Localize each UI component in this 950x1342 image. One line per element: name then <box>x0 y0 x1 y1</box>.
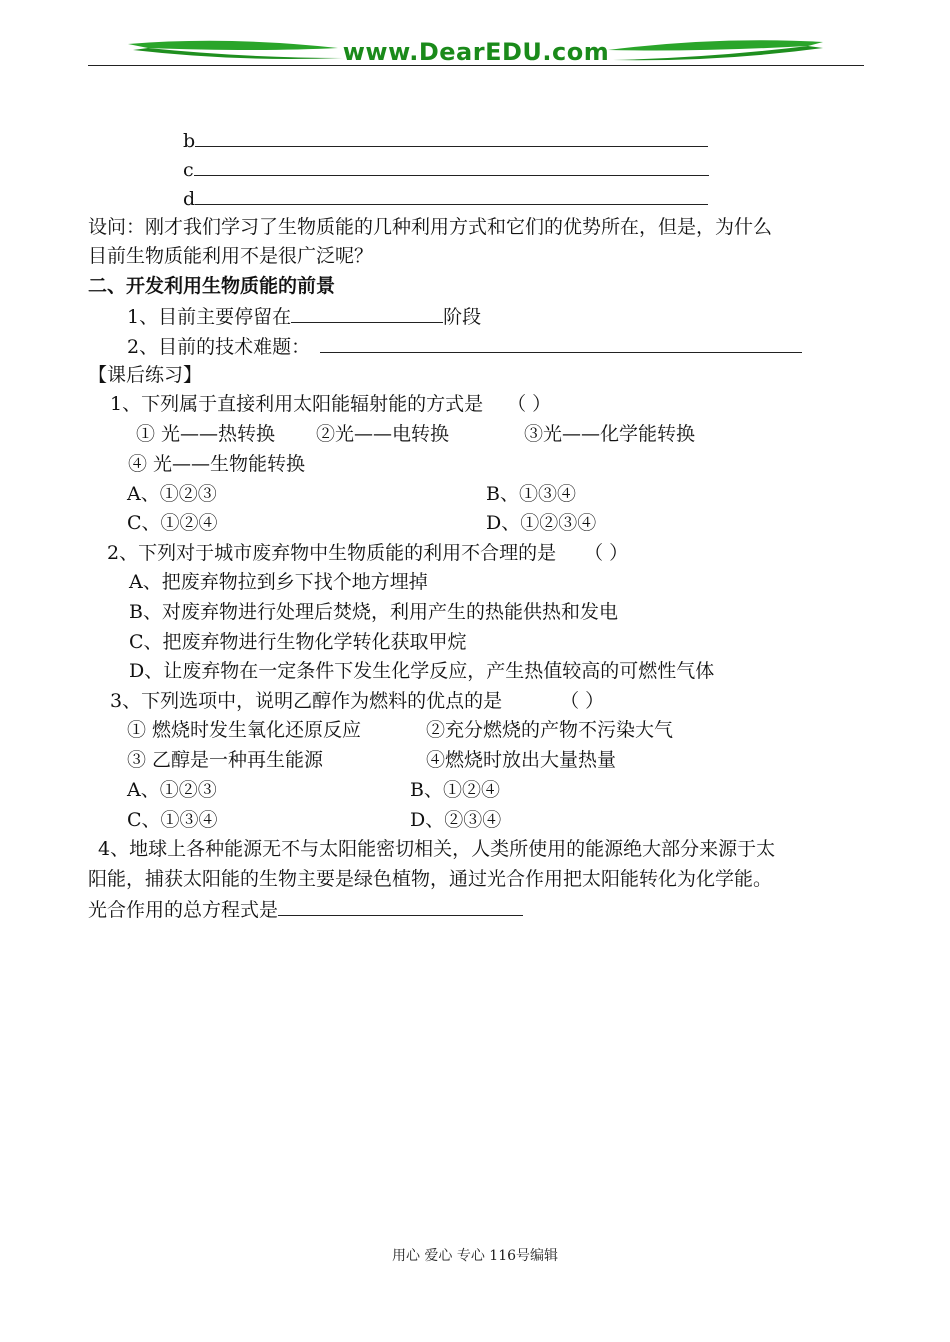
q2-stem: 2、下列对于城市废弃物中生物质能的利用不合理的是 （ ） <box>107 542 629 564</box>
q3-choice-c: C、①③④ <box>127 809 218 831</box>
section-item-2: 2、目前的技术难题： <box>127 334 802 359</box>
q4-line-2: 阳能，捕获太阳能的生物主要是绿色植物，通过光合作用把太阳能转化为化学能。 <box>88 868 773 890</box>
q3-choice-b: B、①②④ <box>410 779 500 801</box>
page-footer: 用心 爱心 专心 116号编辑 <box>391 1248 559 1264</box>
q3-option-4: ④燃烧时放出大量热量 <box>426 749 617 771</box>
q1-choice-c: C、①②④ <box>127 512 218 534</box>
header-banner <box>88 34 864 74</box>
q3-choice-a: A、①②③ <box>127 779 217 801</box>
question-line-1: 设问：刚才我们学习了生物质能的几种利用方式和它们的优势所在，但是，为什么 <box>88 216 773 238</box>
q3-option-1: ① 燃烧时发生氧化还原反应 <box>127 719 362 741</box>
q3-choice-d: D、②③④ <box>410 809 502 831</box>
q4-line-1: 4、地球上各种能源无不与太阳能密切相关，人类所使用的能源绝大部分来源于太 <box>98 838 776 860</box>
section-item-1: 1、目前主要停留在 阶段 <box>127 306 482 328</box>
q3-option-2: ②充分燃烧的产物不污染大气 <box>426 719 674 741</box>
q1-option-3: ③光——化学能转换 <box>524 423 696 445</box>
q2-choice-b: B、对废弃物进行处理后焚烧，利用产生的热能供热和发电 <box>129 601 618 623</box>
q2-choice-a: A、把废弃物拉到乡下找个地方埋掉 <box>129 571 428 593</box>
q3-stem: 3、下列选项中，说明乙醇作为燃料的优点的是 （ ） <box>110 690 605 712</box>
q1-choice-d: D、①②③④ <box>486 512 597 534</box>
q1-choice-a: A、①②③ <box>127 483 217 505</box>
q2-choice-c: C、把废弃物进行生物化学转化获取甲烷 <box>129 631 467 653</box>
header-divider <box>88 65 864 66</box>
q3-option-3: ③ 乙醇是一种再生能源 <box>127 749 324 771</box>
blank-line-d: d <box>183 186 708 211</box>
blank-line-b: b <box>183 128 708 153</box>
site-logo: www.DearEDU.com <box>342 38 610 66</box>
q1-stem: 1、下列属于直接利用太阳能辐射能的方式是 （ ） <box>110 393 552 415</box>
q1-option-1: ① 光——热转换 <box>136 423 276 445</box>
question-line-2: 目前生物质能利用不是很广泛呢？ <box>88 245 374 267</box>
exercise-heading: 【课后练习】 <box>88 364 203 386</box>
q1-choice-b: B、①③④ <box>486 483 576 505</box>
section-heading: 二、开发利用生物质能的前景 <box>88 275 336 297</box>
q4-line-3: 光合作用的总方程式是 <box>88 897 523 922</box>
q1-option-2: ②光——电转换 <box>316 423 450 445</box>
blank-line-c: c <box>183 157 709 182</box>
q1-option-4: ④ 光——生物能转换 <box>128 453 306 475</box>
q2-choice-d: D、让废弃物在一定条件下发生化学反应，产生热值较高的可燃性气体 <box>129 660 715 682</box>
